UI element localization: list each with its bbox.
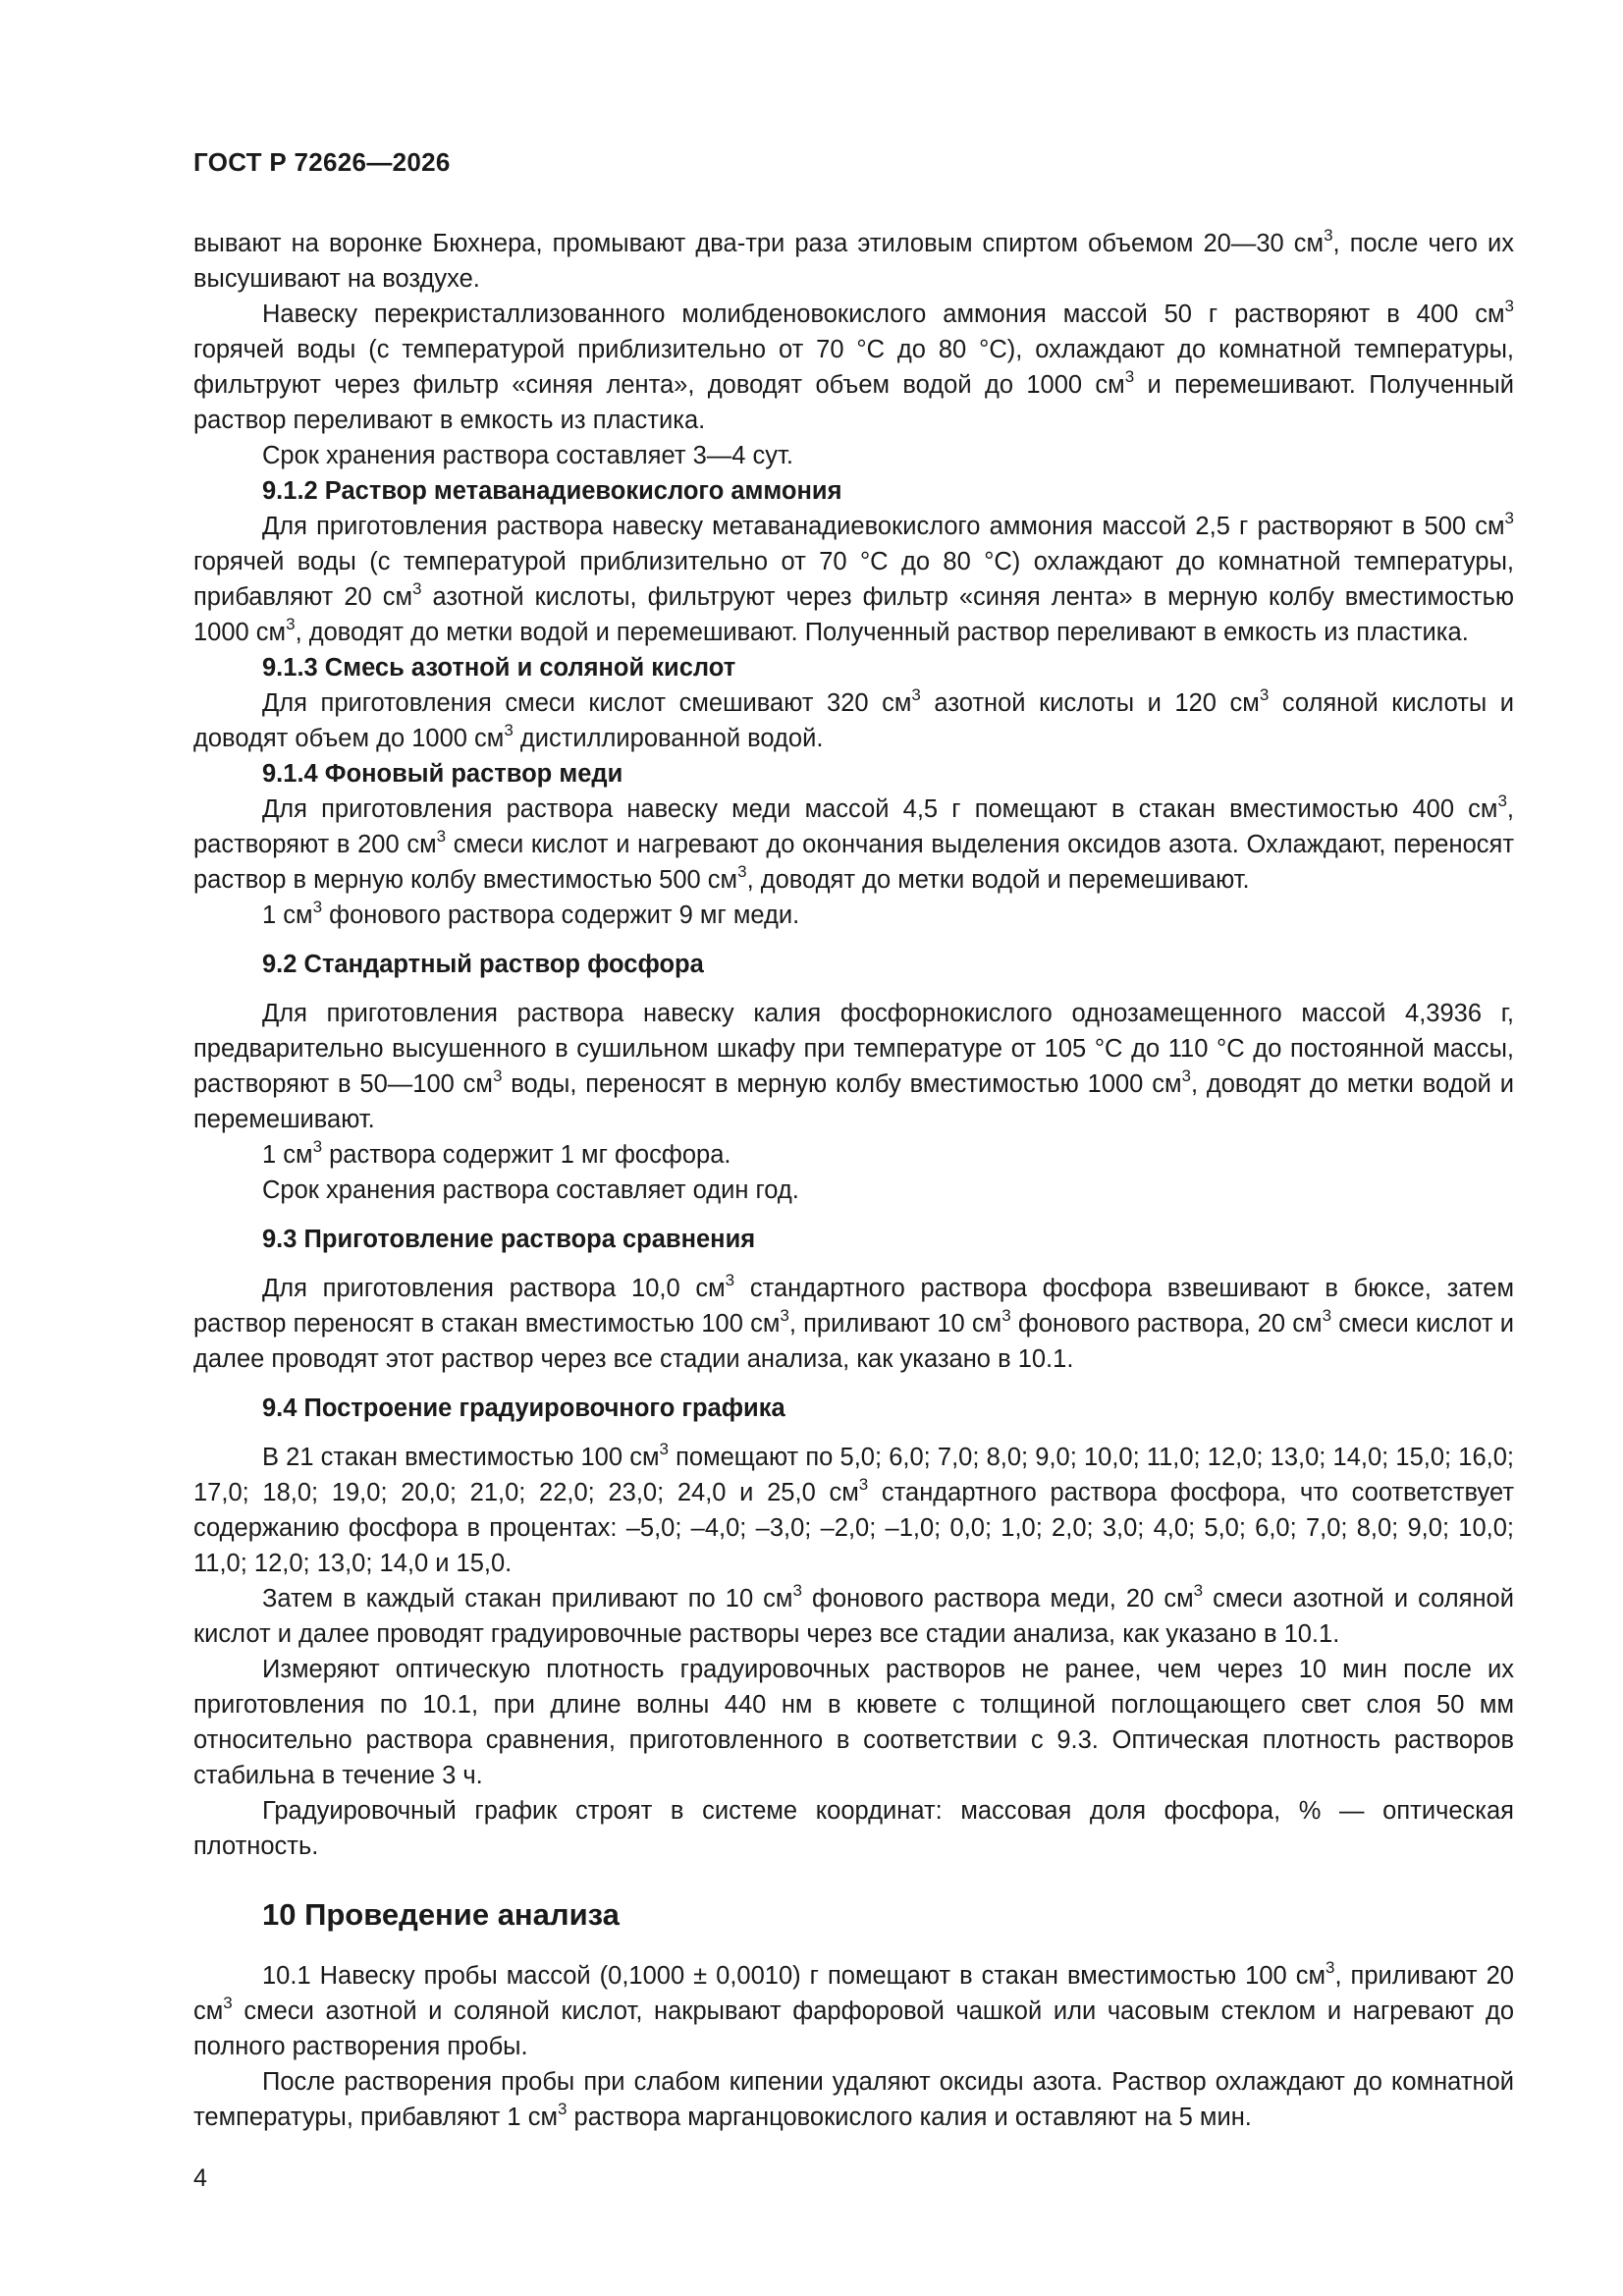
paragraph: Для приготовления раствора навеску меди массой 4,5 г помещают в стакан вместимостью 400 $см^3$, растворяют в 200 $см^3$ смеси кислот и нагревают до окончания выделения оксидов азота. Охлаждают, переносят раствор в мерную колбу вместимостью 500 $см^3$, доводят до метки водой и перемешивают. bbox=[193, 792, 1514, 894]
section-heading: 9.4 Построение градуировочного графика bbox=[262, 1394, 785, 1422]
paragraph: Для приготовления раствора навеску метаванадиевокислого аммония массой 2,5 г растворяют в 500 $см^3$ горячей воды (с температурой приблизительно от 70 °С до 80 °С) охлаждают до комнатной температуры, прибавляют 20 $см^3$ азотной кислоты, фильтруют через фильтр «синяя лента» в мерную колбу вместимостью 1000 $см^3$, доводят до метки водой и перемешивают. Полученный раствор переливают в емкость из пластика. bbox=[193, 509, 1514, 646]
paragraph: Затем в каждый стакан приливают по 10 $см^3$ фонового раствора меди, 20 $см^3$ смеси азотной и соляной кислот и далее проводят градуировочные растворы через все стадии анализа, как указано в 10.1. bbox=[193, 1581, 1514, 1648]
subsection-heading: 9.1.3 Смесь азотной и соляной кислот bbox=[262, 654, 736, 682]
subsection-heading: 9.1.2 Раствор метаванадиевокислого аммония bbox=[262, 477, 842, 505]
paragraph: Измеряют оптическую плотность градуировочных растворов не ранее, чем через 10 мин после их приготовления по 10.1, при длине волны 440 нм в кювете с толщиной поглощающего свет слоя 50 мм относительно раствора сравнения, приготовленного в соответствии с 9.3. Оптическая плотность растворов стабильна в течение 3 ч. bbox=[193, 1656, 1514, 1789]
paragraph: 10.1 Навеску пробы массой (0,1000 ± 0,0010) г помещают в стакан вместимостью 100 $см^3$, приливают 20 $см^3$ смеси азотной и соляной кислот, накрывают фарфоровой чашкой или часовым стеклом и нагревают до полного растворения пробы. bbox=[193, 1958, 1514, 2060]
section-heading: 9.2 Стандартный раствор фосфора bbox=[262, 951, 704, 978]
document-header: ГОСТ Р 72626—2026 bbox=[193, 147, 451, 177]
paragraph: Навеску перекристаллизованного молибденовокислого аммония массой 50 г растворяют в 400 $см^3$ горячей воды (с температурой приблизительно от 70 °С до 80 °С), охлаждают до комнатной температуры, фильтруют через фильтр «синяя лента», доводят объем водой до 1000 $см^3$ и перемешивают. Полученный раствор переливают в емкость из пластика. bbox=[193, 297, 1514, 434]
paragraph: Градуировочный график строят в системе координат: массовая доля фосфора, % — оптическая плотность. bbox=[193, 1797, 1514, 1860]
paragraph: Для приготовления смеси кислот смешивают 320 $см^3$ азотной кислоты и 120 $см^3$ соляной кислоты и доводят объем до 1000 $см^3$ дистиллированной водой. bbox=[193, 685, 1515, 752]
paragraph: Для приготовления раствора навеску калия фосфорнокислого однозамещенного массой 4,3936 г, предварительно высушенного в сушильном шкафу при температуре от 105 °С до 110 °С до постоянной массы, растворяют в 50—100 $см^3$ воды, переносят в мерную колбу вместимостью 1000 $см^3$, доводят до метки водой и перемешивают. bbox=[193, 1000, 1514, 1133]
paragraph: В 21 стакан вместимостью 100 $см^3$ помещают по 5,0; 6,0; 7,0; 8,0; 9,0; 10,0; 11,0; 12,0; 13,0; 14,0; 15,0; 16,0; 17,0; 18,0; 19,0; 20,0; 21,0; 22,0; 23,0; 24,0 и 25,0 $см^3$ стандартного раствора фосфора, что соответствует содержанию фосфора в процентах: –5,0; –4,0; –3,0; –2,0; –1,0; 0,0; 1,0; 2,0; 3,0; 4,0; 5,0; 6,0; 7,0; 8,0; 9,0; 10,0; 11,0; 12,0; 13,0; 14,0 и 15,0. bbox=[193, 1440, 1515, 1577]
page-number: 4 bbox=[193, 2164, 207, 2192]
paragraph: После растворения пробы при слабом кипении удаляют оксиды азота. Раствор охлаждают до комнатной температуры, прибавляют 1 $см^3$ раствора марганцовокислого калия и оставляют на 5 мин. bbox=[193, 2068, 1514, 2131]
chapter-heading: 10 Проведение анализа bbox=[262, 1897, 620, 1932]
paragraph: 1 $см^3$ раствора содержит 1 мг фосфора. bbox=[262, 1137, 731, 1169]
paragraph: Для приготовления раствора 10,0 $см^3$ стандартного раствора фосфора взвешивают в бюксе, затем раствор переносят в стакан вместимостью 100 $см^3$, приливают 10 $см^3$ фонового раствора, 20 $см^3$ смеси кислот и далее проводят этот раствор через все стадии анализа, как указано в 10.1. bbox=[193, 1271, 1514, 1373]
subsection-heading: 9.1.4 Фоновый раствор меди bbox=[262, 760, 623, 788]
paragraph: 1 $см^3$ фонового раствора содержит 9 мг меди. bbox=[262, 898, 800, 929]
paragraph: Срок хранения раствора составляет один год. bbox=[262, 1176, 799, 1204]
paragraph: Срок хранения раствора составляет 3—4 сут. bbox=[262, 442, 793, 469]
paragraph: вывают на воронке Бюхнера, промывают два-три раза этиловым спиртом объемом 20—30 $см^3$, после чего их высушивают на воздухе. bbox=[193, 226, 1514, 293]
section-heading: 9.3 Приготовление раствора сравнения bbox=[262, 1226, 756, 1253]
document-body bbox=[193, 226, 1514, 2135]
